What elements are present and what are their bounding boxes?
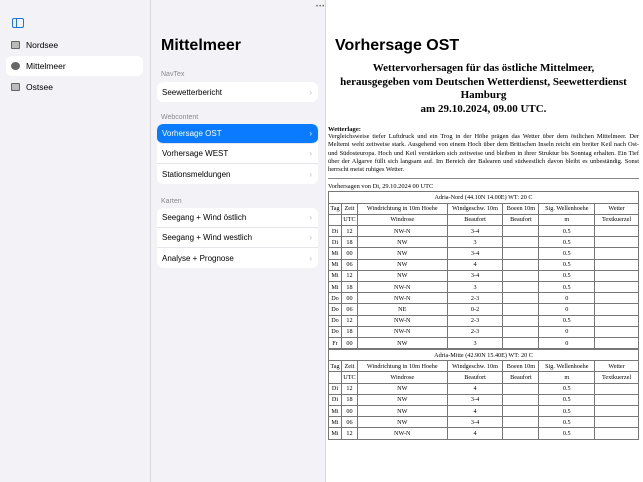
- table-cell: 0.5: [539, 428, 595, 439]
- forecast-table: [328, 349, 639, 440]
- sidebar-item-mittelmeer[interactable]: [6, 56, 143, 76]
- table-cell: [595, 226, 639, 237]
- group-webcontent: [157, 124, 318, 184]
- table-cell: 2-3: [447, 326, 503, 337]
- chevron-right-icon: ›: [309, 87, 312, 97]
- table-row: [329, 383, 639, 394]
- map-icon: [11, 41, 20, 49]
- table-cell: [595, 383, 639, 394]
- wetterlage-label: Wetterlage:: [328, 126, 361, 133]
- table-cell: [503, 315, 539, 326]
- sidebar-list: [6, 35, 143, 98]
- table-cell: m: [539, 372, 595, 383]
- region-name: Adria-Mitte (42.90N 15.40E) WT: 20 C: [329, 350, 639, 361]
- table-cell: 00: [341, 406, 357, 417]
- table-cell: NW-N: [357, 315, 447, 326]
- table-cell: Windgeschw. 10m: [447, 361, 503, 372]
- table-cell: Mi: [329, 259, 342, 270]
- table-cell: [595, 315, 639, 326]
- table-cell: [595, 326, 639, 337]
- table-cell: [595, 237, 639, 248]
- table-cell: Do: [329, 304, 342, 315]
- table-cell: NW-N: [357, 428, 447, 439]
- table-cell: [503, 293, 539, 304]
- table-cell: 3: [447, 281, 503, 292]
- table-cell: 0.5: [539, 270, 595, 281]
- table-cell: 18: [341, 281, 357, 292]
- table-cell: Mi: [329, 248, 342, 259]
- table-cell: 3: [447, 237, 503, 248]
- doc-heading-line3: Hamburg: [460, 89, 507, 101]
- table-cell: NW-N: [357, 326, 447, 337]
- table-cell: Beaufort: [503, 214, 539, 225]
- table-cell: NE: [357, 304, 447, 315]
- doc-heading: [328, 62, 639, 116]
- chevron-right-icon: ›: [309, 253, 312, 263]
- table-cell: [595, 270, 639, 281]
- row-seewetterbericht[interactable]: [157, 82, 318, 102]
- table-cell: 18: [341, 237, 357, 248]
- table-cell: [503, 270, 539, 281]
- table-cell: Mi: [329, 417, 342, 428]
- sidebar-item-ostsee[interactable]: [6, 77, 143, 97]
- table-cell: [503, 237, 539, 248]
- table-row: [329, 326, 639, 337]
- table-cell: 12: [341, 226, 357, 237]
- table-unit-row: [329, 214, 639, 225]
- table-cell: Zeit: [341, 361, 357, 372]
- chevron-right-icon: ›: [309, 233, 312, 242]
- table-cell: NW: [357, 337, 447, 348]
- sidebar-item-nordsee[interactable]: [6, 35, 143, 55]
- table-cell: 0: [539, 326, 595, 337]
- table-cell: Beaufort: [447, 214, 503, 225]
- row-vorhersage-ost[interactable]: [157, 124, 318, 144]
- table-cell: 00: [341, 337, 357, 348]
- table-cell: Zeit: [341, 203, 357, 214]
- table-cell: Do: [329, 315, 342, 326]
- row-seegang-westlich[interactable]: [157, 228, 318, 248]
- sidebar-item-label: Mittelmeer: [26, 61, 66, 71]
- sidebar-item-label: Nordsee: [26, 40, 59, 50]
- table-row: [329, 259, 639, 270]
- table-cell: UTC: [341, 214, 357, 225]
- group-karten: [157, 208, 318, 268]
- table-cell: Fr: [329, 337, 342, 348]
- table-cell: NW: [357, 248, 447, 259]
- detail-title: Vorhersage OST: [335, 37, 460, 54]
- table-cell: Mi: [329, 281, 342, 292]
- table-cell: Windrichtung in 10m Hoehe: [357, 203, 447, 214]
- table-cell: [595, 394, 639, 405]
- table-cell: [595, 417, 639, 428]
- table-cell: [595, 248, 639, 259]
- table-row: [329, 394, 639, 405]
- table-cell: Beaufort: [503, 372, 539, 383]
- forecast-document: [328, 62, 639, 440]
- chevron-right-icon: ›: [309, 129, 312, 138]
- table-row: [329, 417, 639, 428]
- table-cell: 0.5: [539, 383, 595, 394]
- table-row: [329, 315, 639, 326]
- table-cell: Windgeschw. 10m: [447, 203, 503, 214]
- table-cell: 0: [539, 293, 595, 304]
- table-cell: 00: [341, 248, 357, 259]
- row-label: Seegang + Wind westlich: [162, 233, 253, 242]
- table-cell: Tag: [329, 361, 342, 372]
- chevron-right-icon: ›: [309, 169, 312, 179]
- doc-heading-line2: herausgegeben vom Deutschen Wetterdienst, Seewetterdienst: [340, 75, 627, 88]
- wetterlage-text: Vergleichsweise tiefer Luftdruck und ein Trog in der Höhe prägen das Wetter über dem östlichen Mittelmeer. Der Meltemi weht zeitweise stark. Ausgehend von einem Hoch über dem Britischen Inseln reicht ein breiter Keil nach Ost- und Südosteuropa. Hoch und Keil verstärken sich zeitweise und bleiben in ihrer Struktur bis Sonntag erhalten. Ein Tief über der Algarve füllt sich langsam auf. Im Bereich der Balearen und südwestlich davon bleibt es unbeständig. Sonst herrscht meist ruhiges Wetter.: [328, 133, 639, 174]
- table-cell: 12: [341, 315, 357, 326]
- table-cell: [329, 214, 342, 225]
- middle-column: [151, 0, 326, 482]
- section-header-navtex: NavTex: [161, 71, 185, 78]
- table-cell: Beaufort: [447, 372, 503, 383]
- table-cell: [503, 417, 539, 428]
- table-cell: 3-4: [447, 248, 503, 259]
- page-title: Mittelmeer: [161, 37, 242, 54]
- table-cell: [503, 394, 539, 405]
- chevron-right-icon: ›: [309, 149, 312, 158]
- table-cell: Mi: [329, 428, 342, 439]
- table-cell: Sig. Wellenhoehe: [539, 361, 595, 372]
- table-cell: Di: [329, 394, 342, 405]
- table-cell: [595, 293, 639, 304]
- table-row: [329, 406, 639, 417]
- table-cell: m: [539, 214, 595, 225]
- doc-heading-line4: am 29.10.2024, 09.00 UTC.: [420, 102, 547, 115]
- table-cell: [503, 259, 539, 270]
- chart-icon: [11, 83, 20, 91]
- table-cell: 4: [447, 428, 503, 439]
- table-cell: NW-N: [357, 293, 447, 304]
- row-stationsmeldungen[interactable]: [157, 164, 318, 184]
- table-cell: [503, 248, 539, 259]
- table-cell: 3-4: [447, 394, 503, 405]
- table-cell: 4: [447, 406, 503, 417]
- table-row: [329, 428, 639, 439]
- table-cell: Mi: [329, 406, 342, 417]
- table-cell: 0.5: [539, 315, 595, 326]
- table-cell: 3-4: [447, 270, 503, 281]
- table-cell: Textkuerzel: [595, 214, 639, 225]
- table-cell: NW: [357, 270, 447, 281]
- table-cell: Boeen 10m: [503, 361, 539, 372]
- table-cell: Do: [329, 326, 342, 337]
- table-cell: [595, 281, 639, 292]
- table-cell: [503, 383, 539, 394]
- table-cell: Windrose: [357, 372, 447, 383]
- section-header-webcontent: Webcontent: [161, 114, 199, 121]
- table-row: [329, 226, 639, 237]
- group-navtex: [157, 82, 318, 102]
- table-cell: 00: [341, 293, 357, 304]
- table-cell: 06: [341, 259, 357, 270]
- table-cell: 12: [341, 428, 357, 439]
- table-cell: 18: [341, 394, 357, 405]
- table-cell: [329, 372, 342, 383]
- table-cell: NW-N: [357, 226, 447, 237]
- table-cell: 0.5: [539, 417, 595, 428]
- row-analyse-prognose[interactable]: [157, 248, 318, 268]
- table-cell: 0-2: [447, 304, 503, 315]
- table-cell: NW: [357, 394, 447, 405]
- table-cell: UTC: [341, 372, 357, 383]
- table-cell: [595, 428, 639, 439]
- vorhersage-label: Vorhersagen von Di, 29.10.2024 00 UTC: [328, 183, 434, 191]
- table-cell: Textkuerzel: [595, 372, 639, 383]
- table-row: [329, 281, 639, 292]
- table-cell: [503, 406, 539, 417]
- table-cell: 0.5: [539, 406, 595, 417]
- table-cell: NW-N: [357, 281, 447, 292]
- table-cell: [503, 304, 539, 315]
- table-cell: Tag: [329, 203, 342, 214]
- more-dots-icon[interactable]: •••: [316, 4, 326, 10]
- table-cell: 0: [539, 337, 595, 348]
- forecast-tables: [328, 191, 639, 439]
- table-row: [329, 337, 639, 348]
- divider: [328, 178, 639, 179]
- table-cell: Windrichtung in 10m Hoehe: [357, 361, 447, 372]
- table-row: [329, 270, 639, 281]
- row-label: Stationsmeldungen: [162, 169, 231, 179]
- table-cell: [503, 281, 539, 292]
- row-label: Seegang + Wind östlich: [162, 213, 247, 222]
- table-cell: Di: [329, 226, 342, 237]
- table-cell: 2-3: [447, 293, 503, 304]
- table-cell: 18: [341, 326, 357, 337]
- table-cell: NW: [357, 406, 447, 417]
- table-cell: [503, 337, 539, 348]
- table-cell: Do: [329, 293, 342, 304]
- table-cell: 3: [447, 337, 503, 348]
- table-cell: 12: [341, 383, 357, 394]
- table-cell: Wetter: [595, 203, 639, 214]
- table-cell: 3-4: [447, 417, 503, 428]
- globe-icon: [11, 62, 20, 70]
- table-cell: [595, 337, 639, 348]
- table-cell: Di: [329, 383, 342, 394]
- table-cell: 4: [447, 383, 503, 394]
- row-label: Vorhersage OST: [162, 129, 222, 138]
- table-header-row: [329, 203, 639, 214]
- table-cell: 0.5: [539, 259, 595, 270]
- table-header-row: [329, 361, 639, 372]
- row-seegang-oestlich[interactable]: [157, 208, 318, 228]
- table-row: [329, 237, 639, 248]
- table-cell: Sig. Wellenhoehe: [539, 203, 595, 214]
- table-cell: 0.5: [539, 281, 595, 292]
- row-label: Analyse + Prognose: [162, 253, 234, 263]
- table-unit-row: [329, 372, 639, 383]
- table-cell: [503, 428, 539, 439]
- region-name: Adria-Nord (44.10N 14.00E) WT: 20 C: [329, 192, 639, 203]
- table-row: [329, 304, 639, 315]
- table-cell: 0: [539, 304, 595, 315]
- row-label: Vorhersage WEST: [162, 149, 229, 158]
- table-cell: 0.5: [539, 226, 595, 237]
- chevron-right-icon: ›: [309, 213, 312, 222]
- table-cell: 4: [447, 259, 503, 270]
- table-cell: 2-3: [447, 315, 503, 326]
- table-cell: [595, 259, 639, 270]
- table-cell: NW: [357, 417, 447, 428]
- table-cell: 0.5: [539, 237, 595, 248]
- row-vorhersage-west[interactable]: [157, 144, 318, 164]
- table-row: [329, 293, 639, 304]
- doc-heading-line1: Wettervorhersagen für das östliche Mittelmeer,: [372, 62, 595, 74]
- row-label: Seewetterbericht: [162, 87, 223, 97]
- table-cell: [503, 326, 539, 337]
- table-cell: Di: [329, 237, 342, 248]
- table-cell: NW: [357, 237, 447, 248]
- table-cell: 0.5: [539, 394, 595, 405]
- table-row: [329, 248, 639, 259]
- table-cell: [595, 304, 639, 315]
- table-cell: 06: [341, 417, 357, 428]
- table-cell: 0.5: [539, 248, 595, 259]
- table-cell: Mi: [329, 270, 342, 281]
- table-cell: NW: [357, 259, 447, 270]
- sidebar-item-label: Ostsee: [26, 82, 53, 92]
- detail-pane: [326, 0, 643, 482]
- table-cell: Windrose: [357, 214, 447, 225]
- table-cell: 06: [341, 304, 357, 315]
- region-row: [329, 192, 639, 203]
- table-cell: 12: [341, 270, 357, 281]
- table-cell: NW: [357, 383, 447, 394]
- table-cell: Wetter: [595, 361, 639, 372]
- table-cell: Boeen 10m: [503, 203, 539, 214]
- sidebar: [0, 0, 151, 482]
- forecast-table: [328, 191, 639, 349]
- table-cell: [503, 226, 539, 237]
- region-row: [329, 350, 639, 361]
- table-cell: [595, 406, 639, 417]
- section-header-karten: Karten: [161, 198, 182, 205]
- sidebar-toggle-icon[interactable]: [12, 18, 24, 28]
- table-cell: 3-4: [447, 226, 503, 237]
